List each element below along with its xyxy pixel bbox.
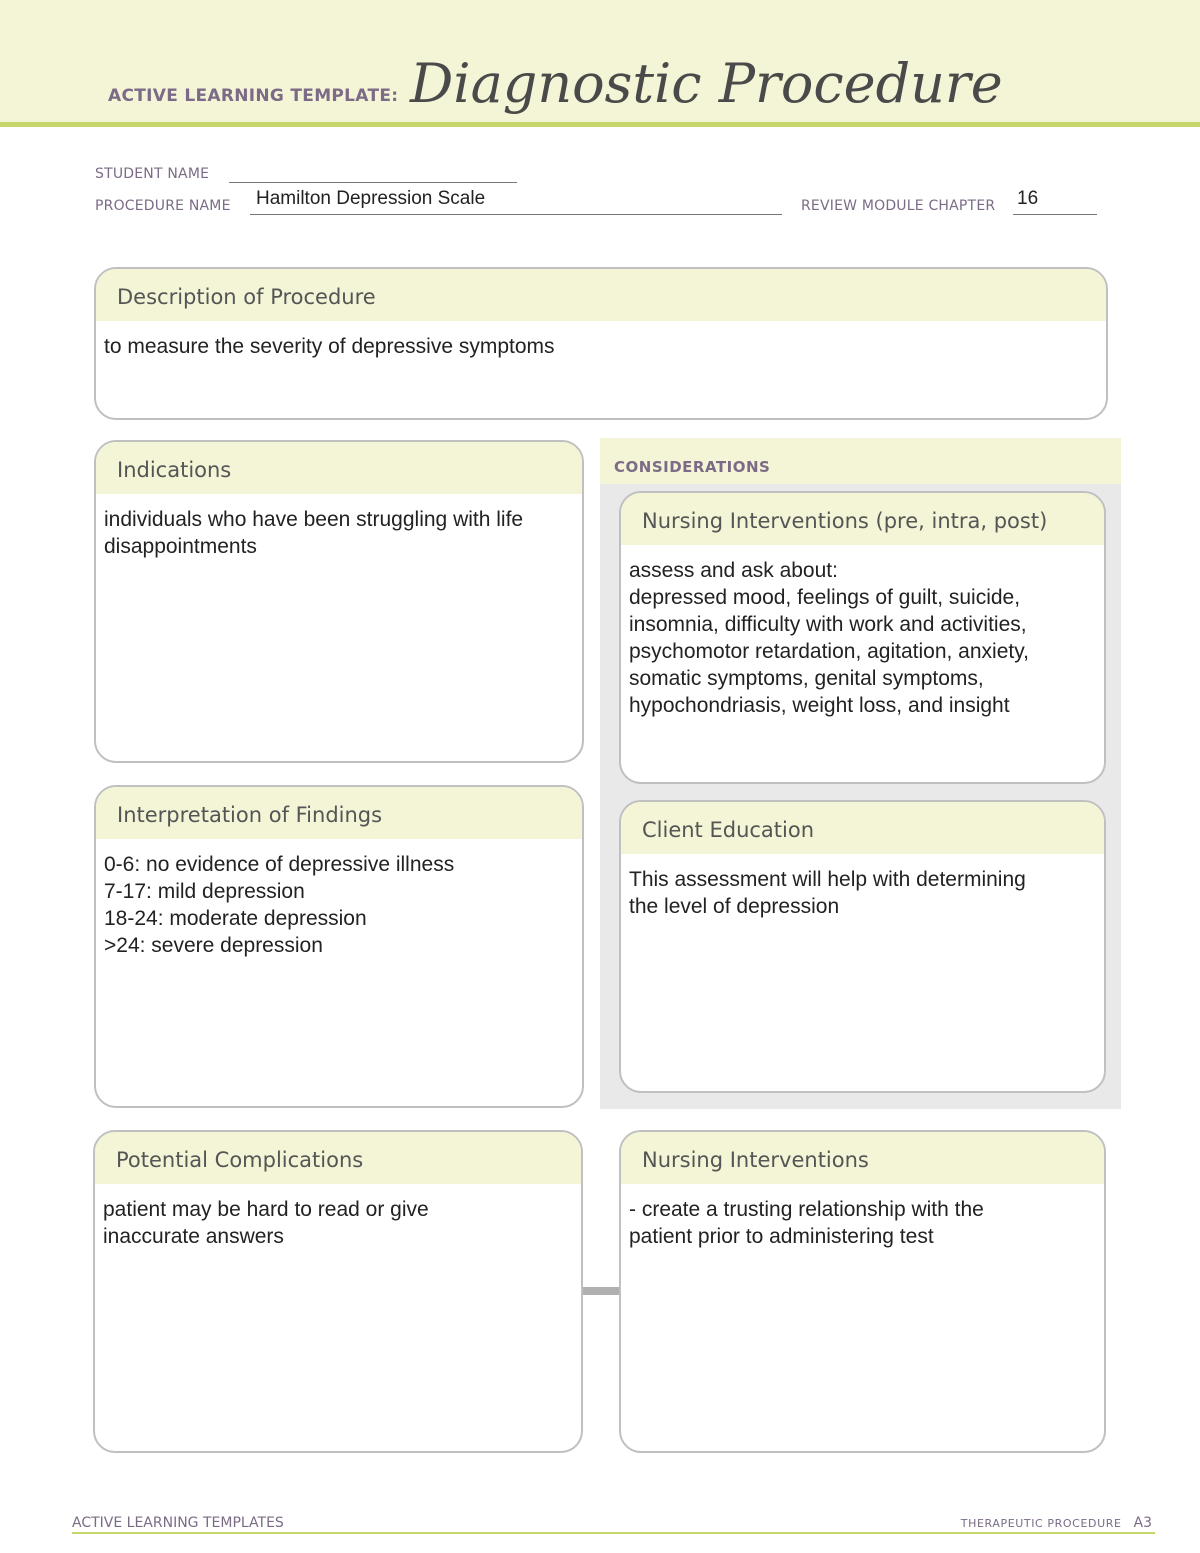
page-title: Diagnostic Procedure xyxy=(410,52,1003,115)
footer-rule xyxy=(72,1532,1155,1534)
indications-box xyxy=(94,440,584,763)
indications-body[interactable]: individuals who have been struggling with life disappointments xyxy=(104,508,524,558)
header-rule xyxy=(0,122,1200,127)
interpretation-title: Interpretation of Findings xyxy=(96,787,582,839)
student-name-label: STUDENT NAME xyxy=(95,166,210,182)
client-education-box xyxy=(619,800,1106,1093)
review-module-label: REVIEW MODULE CHAPTER xyxy=(801,198,996,214)
nursing-interventions-title: Nursing Interventions xyxy=(621,1132,1104,1184)
review-module-field[interactable]: 16 xyxy=(1017,188,1039,209)
complications-title: Potential Complications xyxy=(95,1132,581,1184)
description-box xyxy=(94,267,1108,420)
nursing-interventions-box xyxy=(619,1130,1106,1453)
description-body[interactable]: to measure the severity of depressive symptoms xyxy=(104,335,555,358)
student-name-line xyxy=(229,182,517,183)
interpretation-body[interactable]: 0-6: no evidence of depressive illness 7-17: mild depression 18-24: moderate depression >24: severe depression xyxy=(104,853,455,957)
nursing-interventions-body[interactable]: - create a trusting relationship with the patient prior to administering test xyxy=(629,1198,984,1248)
template-label: ACTIVE LEARNING TEMPLATE: xyxy=(108,86,399,106)
indications-title: Indications xyxy=(96,442,582,494)
nursing-pre-intra-post-title: Nursing Interventions (pre, intra, post) xyxy=(621,493,1104,545)
complications-body[interactable]: patient may be hard to read or give inaccurate answers xyxy=(103,1198,429,1248)
footer-right xyxy=(961,1515,1152,1531)
connector-bar xyxy=(583,1287,620,1295)
nursing-pre-intra-post-box xyxy=(619,491,1106,784)
client-education-body[interactable]: This assessment will help with determining the level of depression xyxy=(629,868,1026,918)
footer-left: ACTIVE LEARNING TEMPLATES xyxy=(72,1515,284,1531)
footer-page-number: A3 xyxy=(1133,1515,1152,1531)
interpretation-box xyxy=(94,785,584,1108)
procedure-name-field[interactable]: Hamilton Depression Scale xyxy=(256,188,486,209)
description-title: Description of Procedure xyxy=(96,269,1106,321)
considerations-label: CONSIDERATIONS xyxy=(614,458,771,476)
complications-box xyxy=(93,1130,583,1453)
client-education-title: Client Education xyxy=(621,802,1104,854)
review-module-line xyxy=(1013,214,1097,215)
nursing-pre-intra-post-body[interactable]: assess and ask about: depressed mood, feelings of guilt, suicide, insomnia, difficulty with work and activities, psychomotor retardation, agitation, anxiety, somatic symptoms, genital symptoms, hypochondriasis, weight loss, and insight xyxy=(629,559,1029,717)
procedure-name-line xyxy=(250,214,782,215)
procedure-name-label: PROCEDURE NAME xyxy=(95,198,231,214)
footer-section-label: THERAPEUTIC PROCEDURE xyxy=(960,1517,1122,1530)
